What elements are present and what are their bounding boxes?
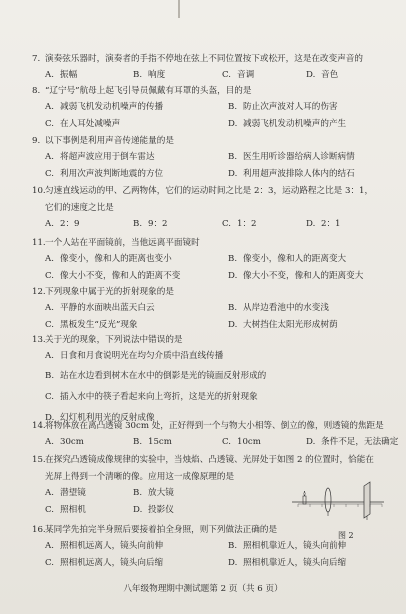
question-stem: 一个人站在平面镜前，当他远离平面镜时 [45, 238, 200, 248]
option-c: C. 音调 [222, 70, 255, 80]
question-stem: 将物体放在离凸透镜 30cm 处，正好得到一个与物大小相等、倒立的像，则透镜的焦距是 [45, 421, 384, 431]
question-9 [32, 136, 388, 180]
option-d: D. 投影仪 [133, 505, 174, 515]
option-b: B. 响度 [133, 70, 166, 80]
option-b: B. 像变小，像和人的距离变大 [228, 254, 347, 264]
question-8 [32, 86, 388, 130]
question-14 [32, 421, 399, 448]
question-stem: 关于光的现象，下列说法中错误的是 [45, 335, 183, 345]
figure-caption: 图 2 [338, 531, 354, 540]
option-c: C. 10cm [222, 437, 261, 447]
question-number: 10. [32, 186, 46, 196]
option-a: A. 像变小，像和人的距离也变小 [45, 254, 172, 264]
option-c: C. 黑板发生“反光”现象 [45, 320, 138, 330]
option-a: A. 日食和月食说明光在均匀介质中沿直线传播 [45, 351, 224, 361]
question-stem: “辽宁号”航母上起飞引导员佩戴有耳罩的头盔，目的是 [45, 86, 252, 96]
option-a: A. 将超声波应用于倒车雷达 [45, 152, 155, 162]
option-a: A. 照相机远离人，镜头向前伸 [45, 541, 164, 551]
option-d: D. 照相机靠近人，镜头向后缩 [228, 558, 347, 568]
option-b: B. 照相机靠近人，镜头向前伸 [228, 541, 347, 551]
page-fold-mark [178, 0, 180, 18]
option-c: C. 在人耳处减噪声 [45, 119, 121, 129]
question-stem: 某同学先拍完半身照后要接着拍全身照，则下列做法正确的是 [45, 525, 278, 535]
question-number: 8. [32, 86, 41, 96]
question-13 [32, 335, 388, 427]
question-stem-continued: 光屏上得到一个清晰的像。应用这一成像原理的是 [45, 472, 235, 482]
question-stem: 匀速直线运动的甲、乙两物体，它们的运动时间之比是 2：3，运动路程之比是 3：1， [45, 186, 374, 196]
option-d: D. 像大小不变，像和人的距离变大 [228, 271, 364, 281]
question-16 [32, 525, 388, 569]
option-c: C. 照相机远离人，镜头向后缩 [45, 558, 164, 568]
option-d: D. 2：1 [306, 219, 341, 229]
question-stem: 在探究凸透镜成像规律的实验中，当烛焰、凸透镜、光屏处于如图 2 的位置时，恰能在 [45, 455, 374, 465]
page-footer: 八年级物理期中测试题第 2 页（共 6 页） [123, 584, 283, 594]
option-b: B. 15cm [133, 437, 172, 447]
option-d: D. 幻灯机利用光的反射成像 [45, 413, 155, 423]
question-number: 14. [32, 421, 46, 431]
question-number: 11. [32, 238, 46, 248]
option-c: C. 1：2 [222, 219, 257, 229]
option-c: C. 照相机 [45, 505, 86, 515]
question-number: 13. [32, 335, 46, 345]
optics-bench-figure [290, 470, 386, 530]
question-7 [32, 54, 388, 81]
question-stem: 演奏弦乐器时，演奏者的手指不停地在弦上不同位置按下或松开，这是在改变声音的 [45, 54, 363, 64]
option-d: D. 音色 [306, 70, 339, 80]
option-d: D. 大树挡住太阳光形成树荫 [228, 320, 338, 330]
option-d: D. 条件不足，无法确定 [306, 437, 399, 447]
question-number: 15. [32, 455, 46, 465]
question-number: 16. [32, 525, 46, 535]
option-b: B. 9：2 [133, 219, 168, 229]
light-screen-icon [364, 482, 370, 520]
question-10 [32, 186, 388, 230]
question-stem-continued: 它们的速度之比是 [45, 203, 114, 213]
option-b: B. 从岸边看池中的水变浅 [228, 303, 329, 313]
question-stem: 下列现象中属于光的折射现象的是 [45, 287, 174, 297]
option-a: A. 减弱飞机发动机噪声的传播 [45, 102, 164, 112]
question-12 [32, 287, 388, 331]
question-stem: 以下事例是利用声音传递能量的是 [45, 136, 174, 146]
option-d: D. 利用超声波排除人体内的结石 [228, 169, 355, 179]
option-a: A. 潜望镜 [45, 488, 86, 498]
option-a: A. 30cm [45, 437, 84, 447]
question-number: 7. [32, 54, 41, 64]
option-b: B. 防止次声波对人耳的伤害 [228, 102, 338, 112]
option-b: B. 医生用听诊器给病人诊断病情 [228, 152, 355, 162]
question-number: 12. [32, 287, 46, 297]
option-a: A. 振幅 [45, 70, 78, 80]
option-c: C. 利用次声波判断地震的方位 [45, 169, 164, 179]
option-c: C. 插入水中的筷子看起来向上弯折，这是光的折射现象 [45, 392, 258, 402]
question-11 [32, 238, 388, 282]
option-b: B. 站在水边看到树木在水中的倒影是光的镜面反射形成的 [45, 371, 267, 381]
option-d: D. 减弱飞机发动机噪声的产生 [228, 119, 347, 129]
option-a: A. 平静的水面映出蓝天白云 [45, 303, 155, 313]
question-number: 9. [32, 136, 41, 146]
option-b: B. 放大镜 [133, 488, 174, 498]
option-c: C. 像大小不变，像和人的距离不变 [45, 271, 181, 281]
option-a: A. 2：9 [45, 219, 80, 229]
